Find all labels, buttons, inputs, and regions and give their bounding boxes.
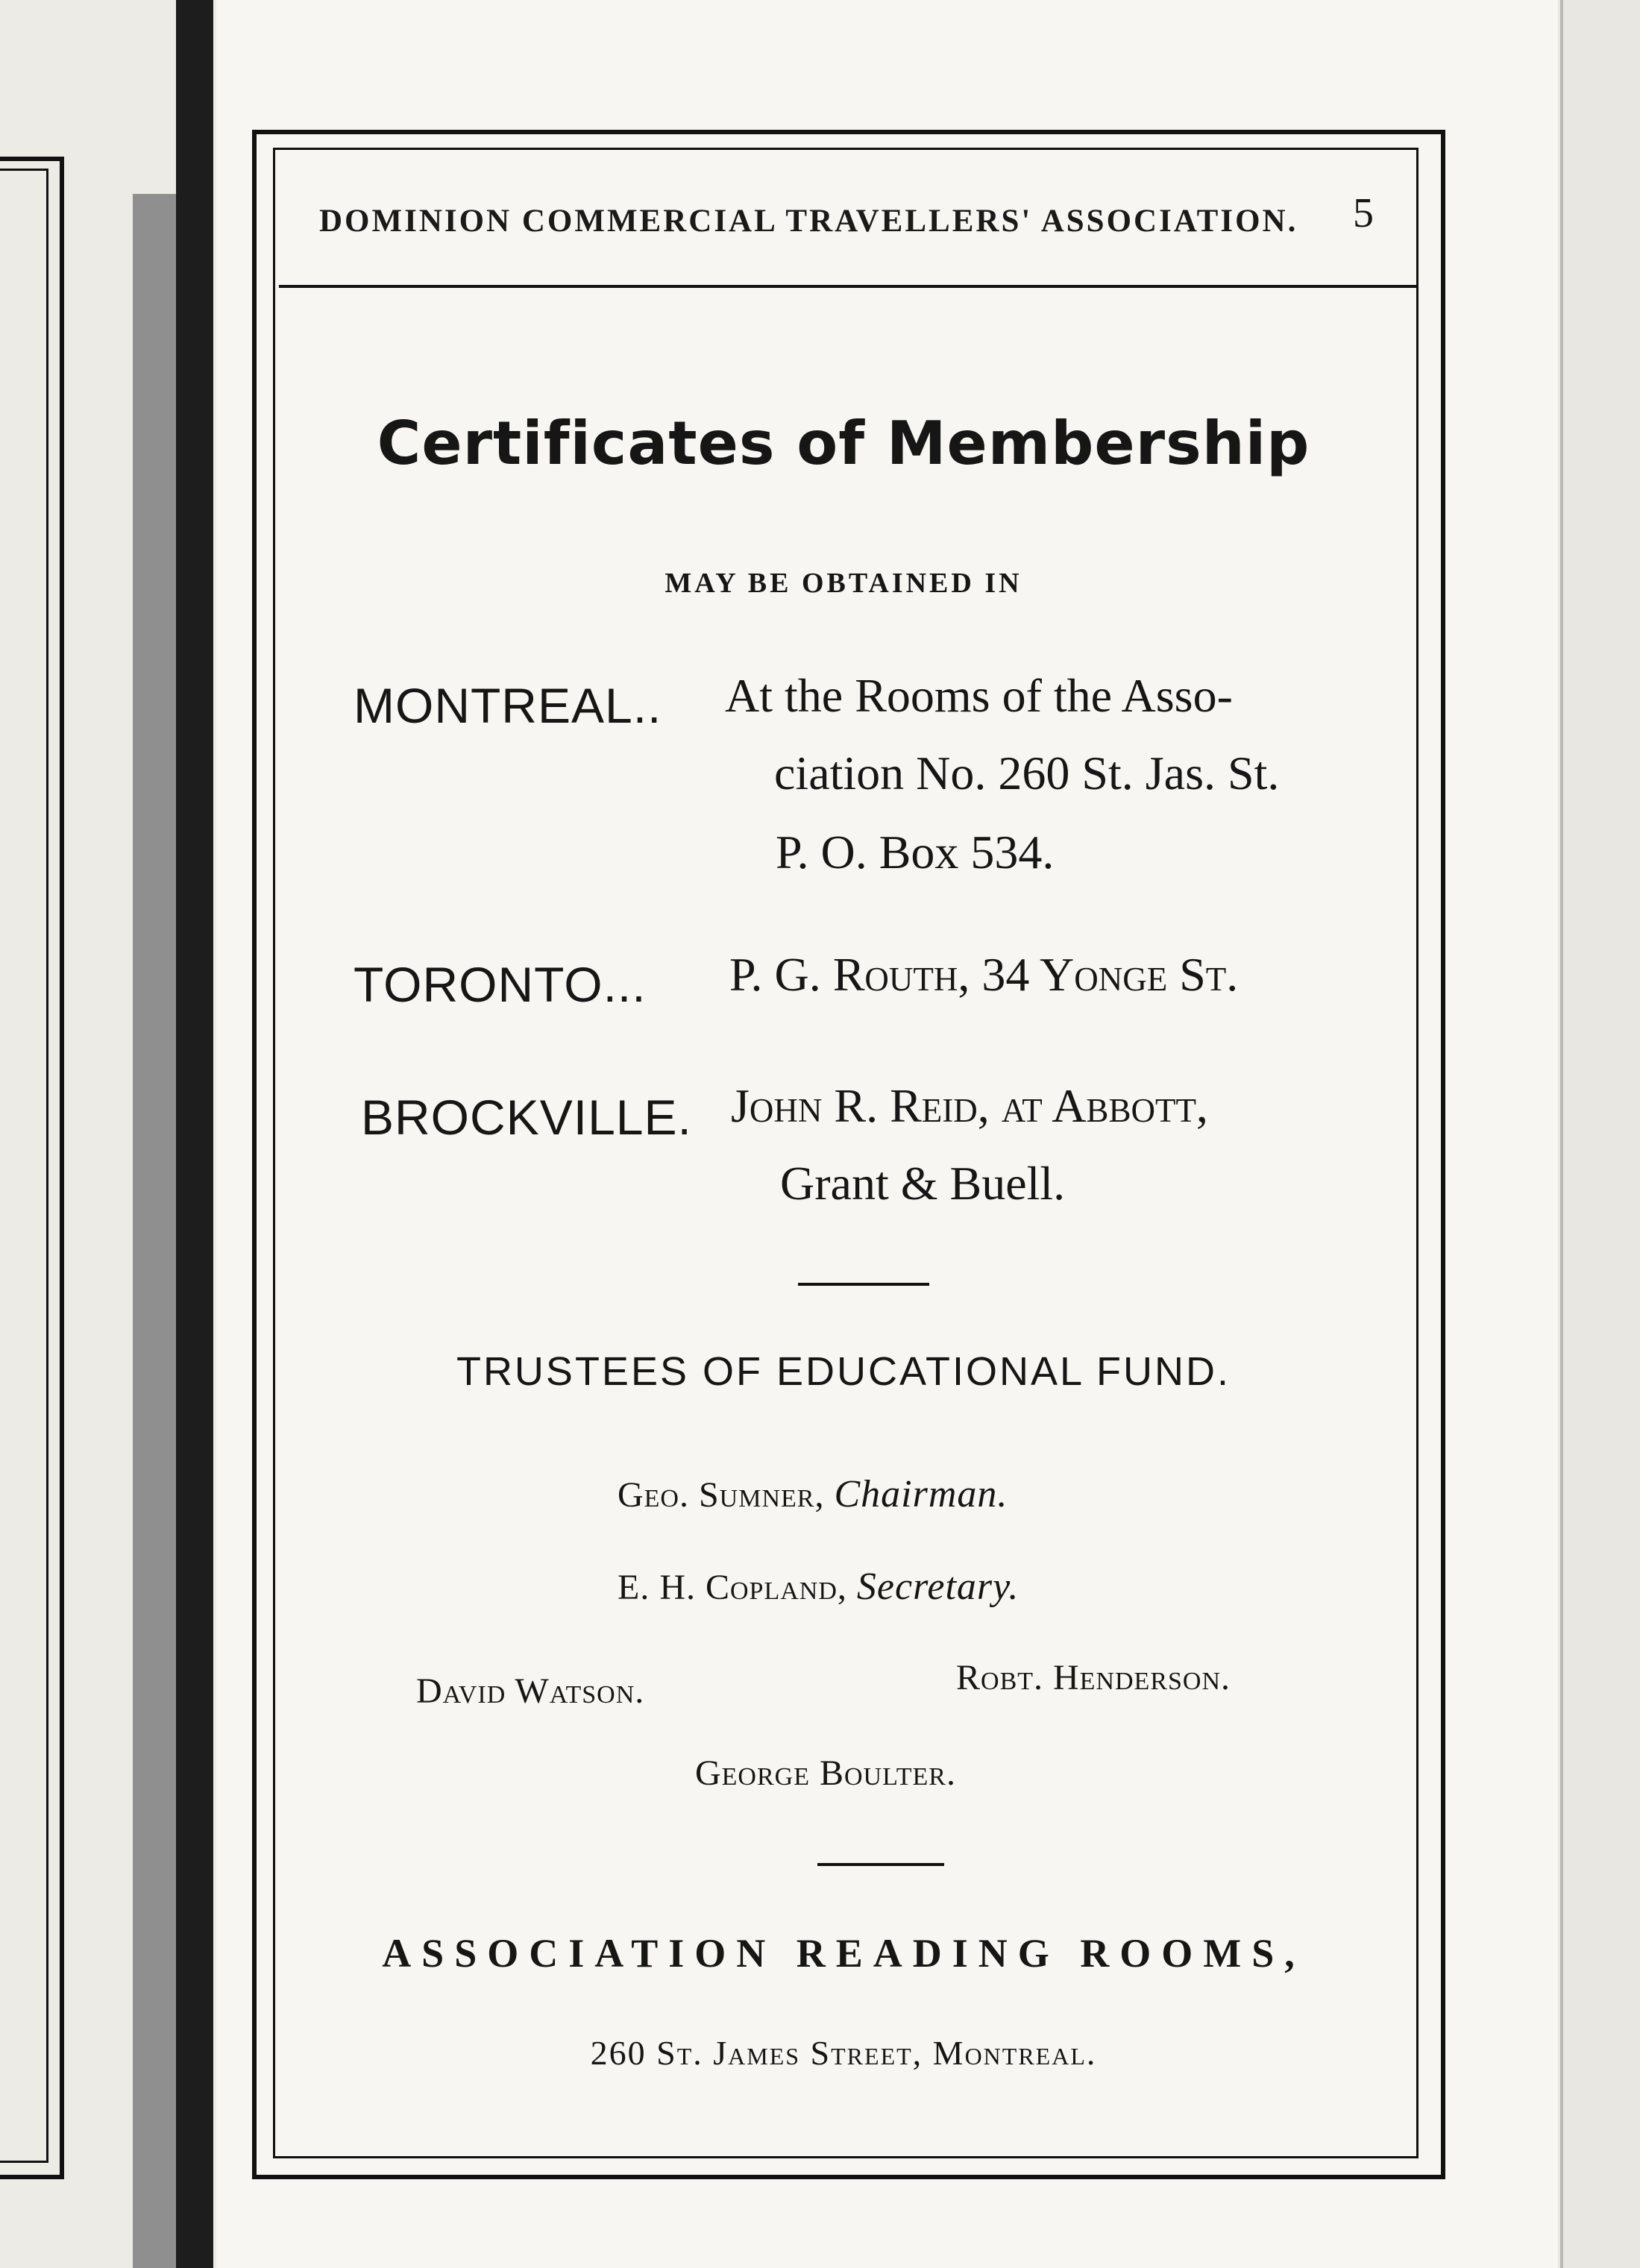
montreal-line-3: P. O. Box 534. — [776, 826, 1055, 879]
right-page-edge — [1558, 0, 1640, 2268]
reading-rooms-address: 260 St. James Street, Montreal. — [590, 2034, 1097, 2072]
montreal-line-2: ciation No. 260 St. Jas. St. — [774, 747, 1280, 800]
obtained-subtitle: MAY BE OBTAINED IN — [665, 568, 1022, 599]
trustees-heading: TRUSTEES OF EDUCATIONAL FUND. — [456, 1349, 1231, 1394]
secretary-role: Secretary. — [856, 1565, 1019, 1608]
page-number: 5 — [1353, 190, 1374, 236]
secretary-name: E. H. Copland, — [618, 1568, 847, 1607]
certificates-title: Certificates of Membership — [377, 409, 1310, 478]
section-divider — [817, 1863, 944, 1866]
binding-shadow — [133, 194, 177, 2268]
header-rule — [279, 285, 1416, 288]
brockville-line-2: Grant & Buell. — [780, 1157, 1066, 1210]
brockville-line-1: John R. Reid, at Abbott, — [731, 1079, 1208, 1132]
binding-gutter — [176, 0, 213, 2268]
running-head — [273, 186, 1414, 254]
running-head-title: DOMINION COMMERCIAL TRAVELLERS' ASSOCIATION. — [319, 204, 1298, 239]
chairman-role: Chairman. — [834, 1473, 1008, 1515]
trustee-secretary — [618, 1565, 1019, 1609]
city-toronto: TORONTO... — [354, 957, 647, 1012]
toronto-line-1: P. G. Routh, 34 Yonge St. — [729, 948, 1239, 1001]
city-brockville: BROCKVILLE. — [361, 1090, 692, 1145]
right-edge-line — [1560, 0, 1563, 2268]
trustee-chairman — [618, 1472, 1008, 1516]
trustee-member: George Boulter. — [695, 1753, 956, 1793]
previous-page-inner-frame — [0, 169, 48, 2163]
section-divider — [798, 1283, 929, 1286]
trustee-member: David Watson. — [416, 1671, 645, 1711]
reading-rooms-title: ASSOCIATION READING ROOMS, — [382, 1931, 1305, 1976]
chairman-name: Geo. Sumner, — [618, 1475, 825, 1515]
montreal-line-1: At the Rooms of the Asso- — [725, 669, 1233, 722]
trustee-member: Robt. Henderson. — [956, 1658, 1231, 1697]
city-montreal: MONTREAL.. — [354, 678, 662, 733]
